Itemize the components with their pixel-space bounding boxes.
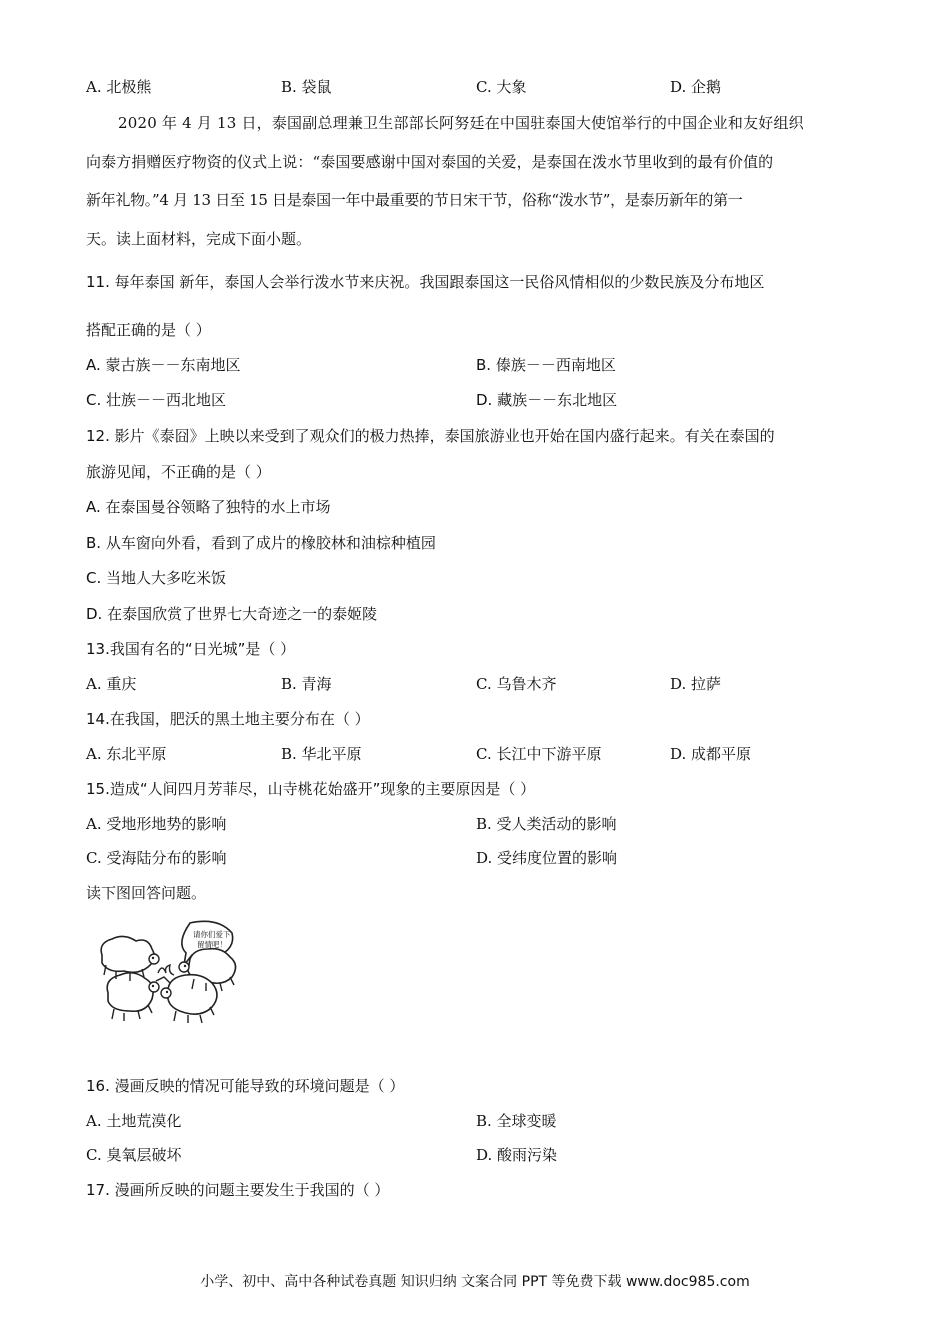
q15-stem: 15.造成“人间四月芳菲尽，山寺桃花始盛开”现象的主要原因是（ ） bbox=[86, 780, 536, 798]
q10-option-c: C. 大象 bbox=[476, 78, 527, 96]
q10-option-d: D. 企鹅 bbox=[670, 78, 722, 96]
q12-option-d: D. 在泰国欣赏了世界七大奇迹之一的泰姬陵 bbox=[86, 605, 378, 623]
q15-option-a: A. 受地形地势的影响 bbox=[86, 815, 227, 833]
q13-stem: 13.我国有名的“日光城”是（ ） bbox=[86, 640, 296, 658]
q11-stem-cont: 搭配正确的是（ ） bbox=[86, 321, 211, 339]
q13-option-d: D. 拉萨 bbox=[670, 675, 722, 693]
q15-option-c: C. 受海陆分布的影响 bbox=[86, 849, 227, 867]
q15-option-d: D. 受纬度位置的影响 bbox=[476, 849, 618, 867]
q14-option-a: A. 东北平原 bbox=[86, 745, 167, 763]
q16-option-d: D. 酸雨污染 bbox=[476, 1146, 558, 1164]
q10-option-b: B. 袋鼠 bbox=[281, 78, 332, 96]
q11-option-b: B. 傣族－－西南地区 bbox=[476, 356, 616, 374]
q16-option-a: A. 土地荒漠化 bbox=[86, 1112, 182, 1130]
q13-option-a: A. 重庆 bbox=[86, 675, 137, 693]
q14-stem: 14.在我国，肥沃的黑土地主要分布在（ ） bbox=[86, 710, 370, 728]
q16-option-b: B. 全球变暖 bbox=[476, 1112, 557, 1130]
q13-option-c: C. 乌鲁木齐 bbox=[476, 675, 557, 693]
q12-stem: 12. 影片《泰囧》上映以来受到了观众们的极力热捧，泰国旅游业也开始在国内盛行起来。有关在泰国的 bbox=[86, 427, 775, 445]
q11-option-a: A. 蒙古族－－东南地区 bbox=[86, 356, 241, 374]
q14-option-b: B. 华北平原 bbox=[281, 745, 362, 763]
q11-option-d: D. 藏族－－东北地区 bbox=[476, 391, 618, 409]
q14-option-d: D. 成都平原 bbox=[670, 745, 752, 763]
page-footer: 小学、初中、高中各种试卷真题 知识归纳 文案合同 PPT 等免费下载 www.doc985.com bbox=[200, 1274, 750, 1290]
svg-text:留情吧！: 留情吧！ bbox=[197, 940, 227, 949]
q12-option-c: C. 当地人大多吃米饭 bbox=[86, 569, 227, 587]
read-prompt: 读下图回答问题。 bbox=[86, 884, 207, 902]
passage bbox=[86, 104, 866, 258]
q12-option-b: B. 从车窗向外看，看到了成片的橡胶林和油棕种植园 bbox=[86, 534, 436, 552]
passage-line: 新年礼物。”4 月 13 日至 15 日是泰国一年中最重要的节日宋干节，俗称“泼水节”，是泰历新年的第一 bbox=[86, 191, 743, 209]
q10-option-a: A. 北极熊 bbox=[86, 78, 152, 96]
q17-stem: 17. 漫画所反映的问题主要发生于我国的（ ） bbox=[86, 1181, 390, 1199]
comic-bubble-text: 请你们爱下 bbox=[193, 930, 231, 939]
q16-option-c: C. 臭氧层破坏 bbox=[86, 1146, 182, 1164]
q12-stem-cont: 旅游见闻，不正确的是（ ） bbox=[86, 463, 271, 481]
q12-option-a: A. 在泰国曼谷领略了独特的水上市场 bbox=[86, 498, 331, 516]
q11-stem: 11. 每年泰国 新年，泰国人会举行泼水节来庆祝。我国跟泰国这一民俗风情相似的少数民族及分布地区 bbox=[86, 273, 765, 291]
sheep-grazing-comic bbox=[94, 915, 244, 1040]
q14-option-c: C. 长江中下游平原 bbox=[476, 745, 602, 763]
q13-option-b: B. 青海 bbox=[281, 675, 332, 693]
comic-illustration bbox=[94, 915, 244, 1040]
passage-line: 天。读上面材料，完成下面小题。 bbox=[86, 229, 312, 248]
q15-option-b: B. 受人类活动的影响 bbox=[476, 815, 617, 833]
passage-line: 2020 年 4 月 13 日，泰国副总理兼卫生部部长阿努廷在中国驻泰国大使馆举行的中国企业和友好组织 bbox=[118, 114, 804, 132]
q16-stem: 16. 漫画反映的情况可能导致的环境问题是（ ） bbox=[86, 1077, 405, 1095]
q11-option-c: C. 壮族－－西北地区 bbox=[86, 391, 227, 409]
passage-line: 向泰方捐赠医疗物资的仪式上说：“泰国要感谢中国对泰国的关爱，是泰国在泼水节里收到的最有价值的 bbox=[86, 152, 774, 171]
